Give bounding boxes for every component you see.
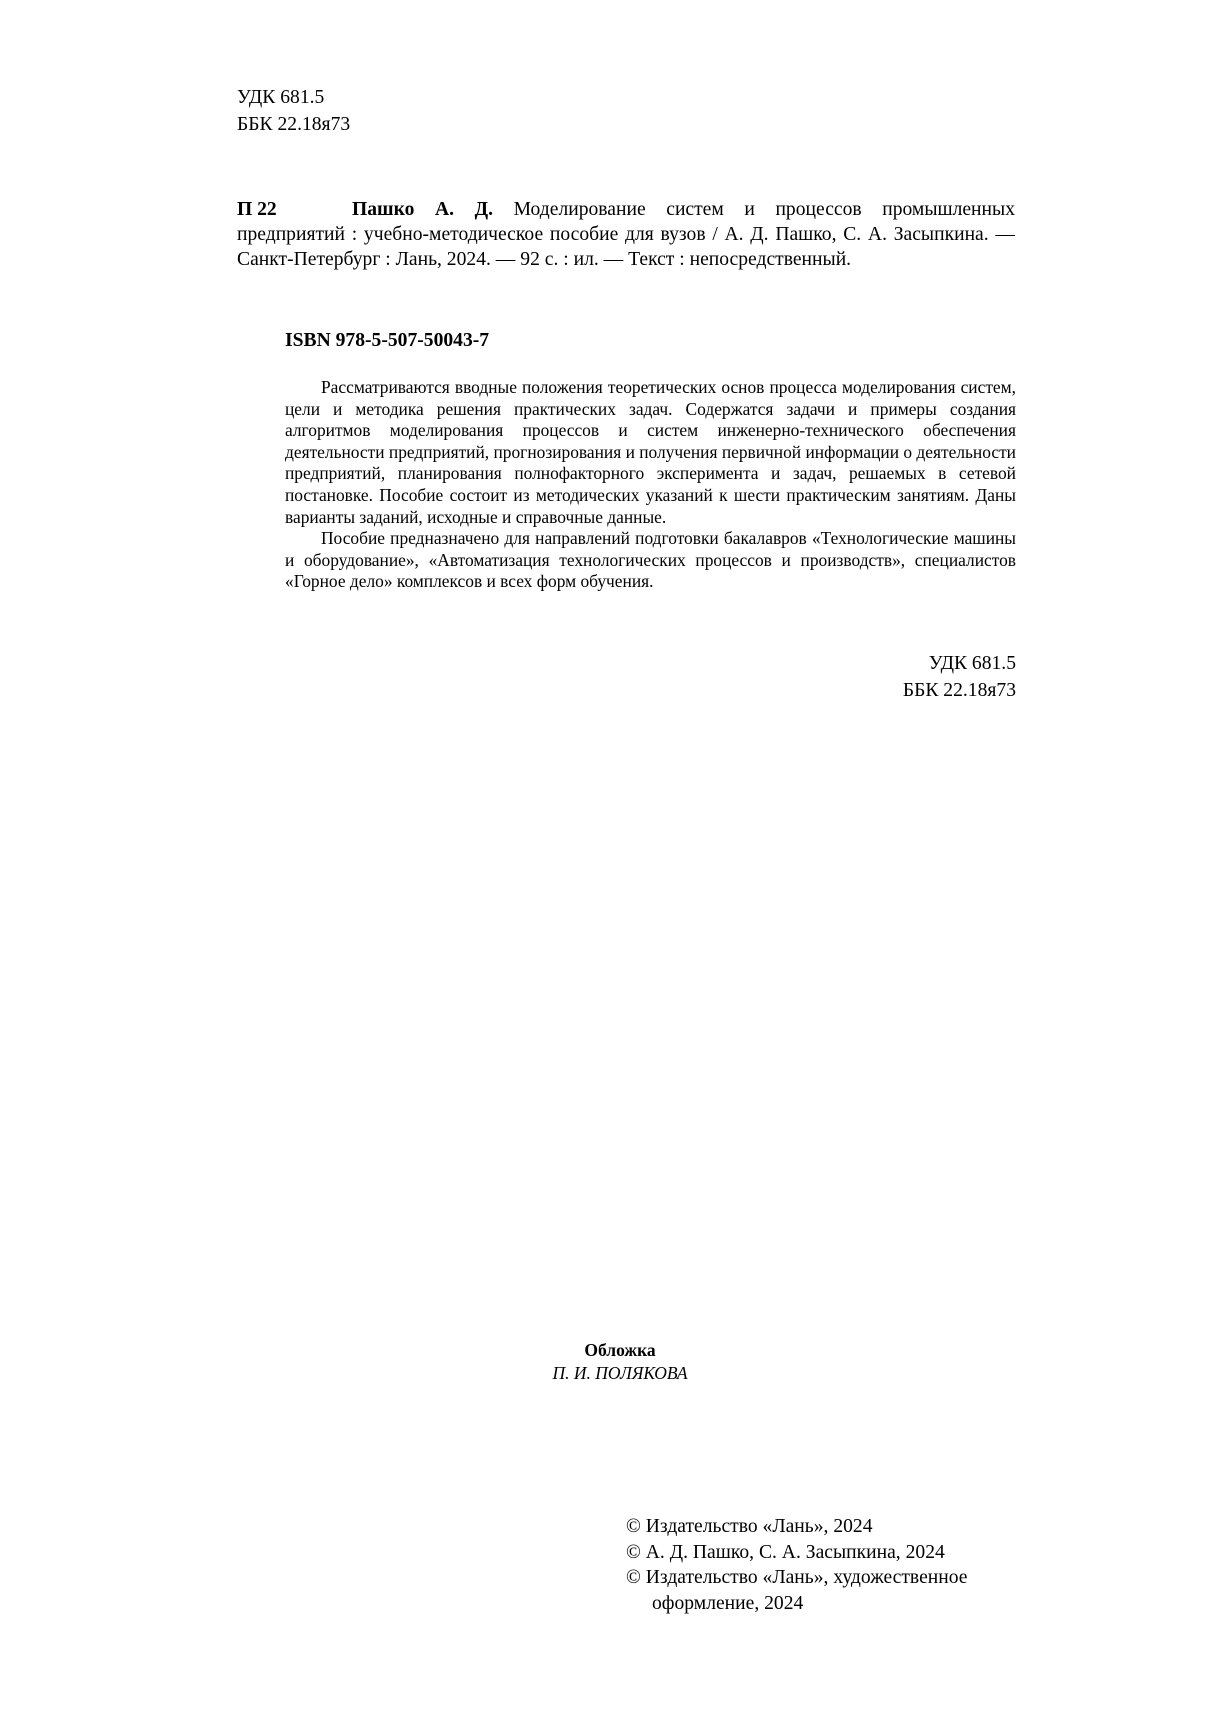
bbk-code-bottom: ББК 22.18я73: [902, 680, 1016, 701]
copyright-line: оформление, 2024: [652, 1592, 804, 1614]
author-name: Пашко А. Д.: [352, 199, 494, 220]
author-sign-code: П 22: [237, 199, 277, 220]
udk-code-top: УДК 681.5: [237, 87, 325, 108]
abstract: [285, 377, 1016, 593]
copyright-line: © А. Д. Пашко, С. А. Засыпкина, 2024: [626, 1541, 945, 1563]
copyright-block: [626, 1514, 1046, 1616]
cover-label: Обложка: [584, 1340, 656, 1360]
abstract-paragraph: Пособие предназначено для направлений подготовки бакалавров «Технологические машины и оборудование», «Автоматизация технологических процессов и производств», специалистов «Горное дело» комплексов и всех форм обучения.: [285, 528, 1016, 592]
udk-code-bottom: УДК 681.5: [928, 653, 1016, 674]
copyright-line: © Издательство «Лань», 2024: [626, 1516, 873, 1537]
abstract-paragraph: Рассматриваются вводные положения теоретических основ процесса моделирования систем, цели и методика решения практических задач. Содержатся задачи и примеры создания алгоритмов моделирования процессов и систем инженерно-технического обеспечения деятельности предприятий, прогнозирования и получения первичной информации о деятельности предприятий, планирования полнофакторного эксперимента и задач, решаемых в сетевой постановке. Пособие состоит из методических указаний к шести практическим занятиям. Даны варианты заданий, исходные и справочные данные.: [285, 377, 1016, 527]
cover-designer: П. И. ПОЛЯКОВА: [552, 1363, 688, 1383]
bibliographic-text: Моделирование систем и процессов промышленных предприятий : учебно-методическое пособие для вузов / А. Д. Пашко, С. А. Засыпкина. — Санкт-Петербург : Лань, 2024. — 92 с. : ил. — Текст : непосредственный.: [237, 199, 1015, 270]
bbk-code-top: ББК 22.18я73: [237, 114, 351, 135]
bibliographic-description: [237, 197, 1015, 272]
isbn-number: ISBN 978-5-507-50043-7: [285, 330, 490, 351]
copyright-line: © Издательство «Лань», художественное: [626, 1567, 968, 1588]
